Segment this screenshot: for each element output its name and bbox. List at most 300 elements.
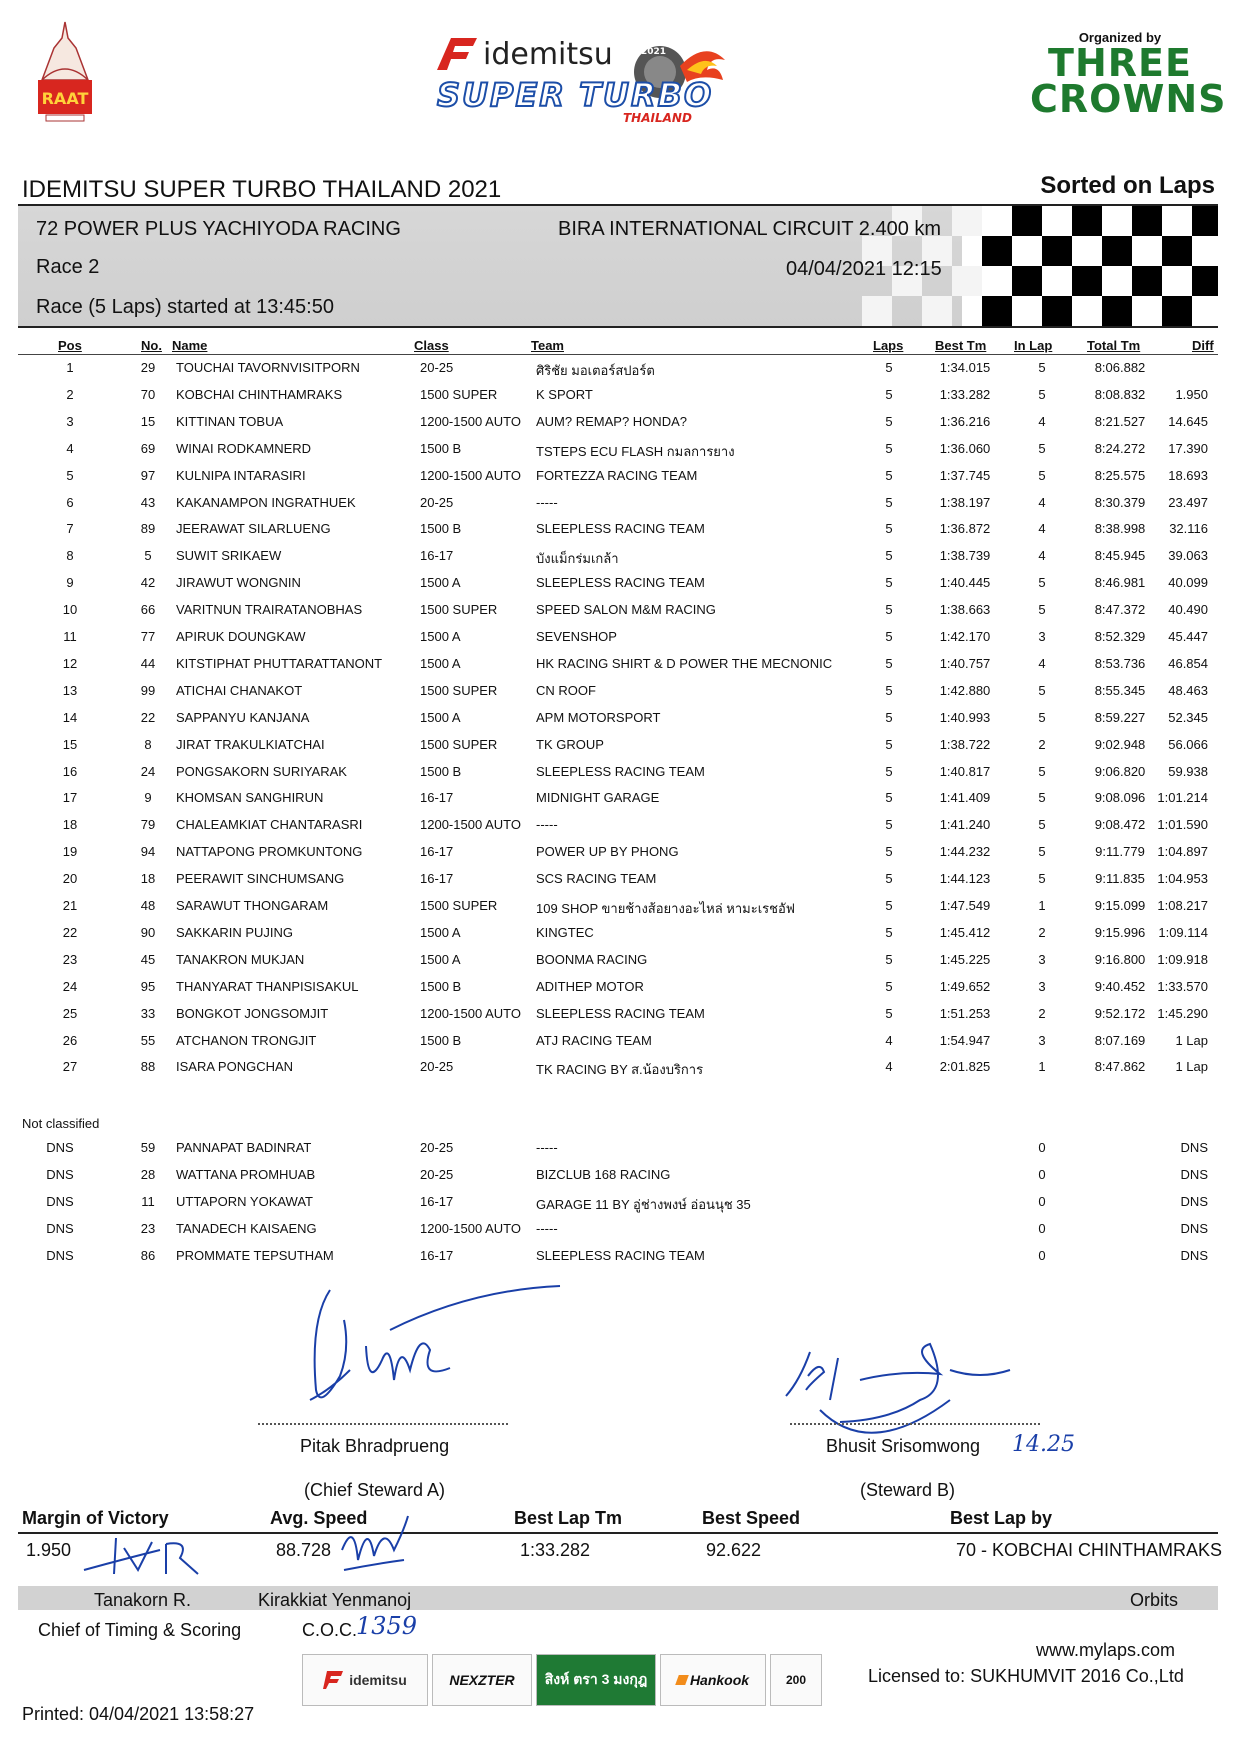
table-row bbox=[0, 737, 1241, 763]
cell-class: 1500 B bbox=[420, 521, 462, 537]
cell-diff: 1:09.114 bbox=[1158, 924, 1208, 940]
avg-speed-value: 88.728 bbox=[276, 1540, 332, 1560]
checker-square bbox=[922, 296, 952, 326]
cell-pos: 5 bbox=[66, 467, 74, 483]
cell-diff: 18.693 bbox=[1168, 467, 1208, 483]
table-row bbox=[0, 1140, 1241, 1166]
cell-best: 1:40.993 bbox=[939, 709, 991, 725]
cell-pos: 23 bbox=[62, 951, 78, 967]
timing-chief-role: Chief of Timing & Scoring bbox=[38, 1620, 242, 1640]
cell-laps: 5 bbox=[885, 655, 893, 671]
cell-class: 20-25 bbox=[420, 1140, 454, 1155]
sponsor-hankook bbox=[660, 1654, 766, 1706]
cell-name: UTTAPORN YOKAWAT bbox=[176, 1193, 313, 1209]
cell-inlap: 0 bbox=[1038, 1193, 1046, 1209]
cell-inlap: 3 bbox=[1038, 951, 1046, 967]
cell-total: 9:06.820 bbox=[1094, 763, 1146, 779]
cell-name: SUWIT SRIKAEW bbox=[176, 548, 282, 564]
checker-square bbox=[1132, 266, 1162, 296]
best-lap-by-value: 70 - KOBCHAI CHINTHAMRAKS bbox=[956, 1540, 1223, 1560]
cell-pos: 2 bbox=[66, 386, 74, 402]
cell-laps: 5 bbox=[885, 790, 893, 806]
col-name: Name bbox=[172, 338, 208, 353]
sponsor-hankook-label: Hankook bbox=[689, 1672, 750, 1688]
cell-diff: DNS bbox=[1180, 1166, 1208, 1182]
cell-class: 1200-1500 AUTO bbox=[420, 817, 521, 833]
cell-laps: 5 bbox=[885, 494, 893, 510]
cell-pos: 24 bbox=[62, 978, 78, 994]
cell-total: 8:08.832 bbox=[1094, 386, 1146, 402]
svg-text:RAAT: RAAT bbox=[41, 89, 89, 108]
cell-team: K SPORT bbox=[536, 386, 593, 402]
sponsor-idemitsu bbox=[302, 1654, 428, 1706]
cell-diff: 52.345 bbox=[1168, 709, 1208, 725]
cell-team: SLEEPLESS RACING TEAM bbox=[536, 1005, 705, 1021]
col-total: Total Tm bbox=[1087, 338, 1141, 353]
brand-country-text: THAILAND bbox=[623, 111, 692, 125]
coc-name: Kirakkiat Yenmanoj bbox=[258, 1590, 412, 1610]
cell-team: APM MOTORSPORT bbox=[536, 709, 661, 725]
steward-b-sign-line bbox=[790, 1423, 1040, 1425]
cell-total: 8:47.862 bbox=[1094, 1059, 1146, 1075]
cell-class: 1200-1500 AUTO bbox=[420, 1005, 521, 1021]
cell-inlap: 2 bbox=[1038, 924, 1046, 940]
cell-name: CHALEAMKIAT CHANTARASRI bbox=[176, 817, 363, 833]
three-crowns-logo bbox=[1030, 30, 1227, 130]
cell-no: 24 bbox=[140, 763, 156, 779]
cell-no: 95 bbox=[140, 978, 156, 994]
officials-bar bbox=[18, 1586, 1218, 1610]
cell-class: 1500 A bbox=[420, 951, 461, 967]
race-datetime: 04/04/2021 12:15 bbox=[786, 258, 942, 280]
cell-name: KITTINAN TOBUA bbox=[176, 413, 284, 429]
cell-total: 9:08.472 bbox=[1094, 817, 1146, 833]
cell-team: 109 SHOP ขายช้างส้อยางอะไหล่ หามะเรชอัฟ bbox=[536, 901, 795, 916]
cell-team: KINGTEC bbox=[536, 924, 594, 940]
cell-class: 1500 A bbox=[420, 709, 461, 725]
checker-square bbox=[1102, 236, 1132, 266]
cell-total: 8:38.998 bbox=[1094, 521, 1146, 537]
license-info: Licensed to: SUKHUMVIT 2016 Co.,Ltd bbox=[868, 1666, 1184, 1686]
steward-b-name: Bhusit Srisomwong bbox=[826, 1436, 981, 1456]
checker-square bbox=[982, 236, 1012, 266]
cell-name: PEERAWIT SINCHUMSANG bbox=[176, 871, 345, 887]
cell-total: 9:52.172 bbox=[1094, 1005, 1146, 1021]
best-speed-value: 92.622 bbox=[706, 1540, 762, 1560]
cell-best: 1:44.123 bbox=[939, 871, 991, 887]
cell-name: WINAI RODKAMNERD bbox=[176, 440, 312, 456]
cell-pos: DNS bbox=[46, 1166, 74, 1182]
col-inlap: In Lap bbox=[1014, 338, 1053, 353]
cell-inlap: 3 bbox=[1038, 978, 1046, 994]
cell-team: SLEEPLESS RACING TEAM bbox=[536, 575, 705, 591]
cell-best: 1:33.282 bbox=[939, 386, 991, 402]
checker-square bbox=[1012, 206, 1042, 236]
cell-total: 8:45.945 bbox=[1094, 548, 1146, 564]
table-row bbox=[0, 817, 1241, 843]
cell-inlap: 4 bbox=[1038, 548, 1046, 564]
cell-class: 20-25 bbox=[420, 1059, 454, 1075]
cell-class: 20-25 bbox=[420, 360, 454, 375]
cell-total: 9:16.800 bbox=[1094, 951, 1146, 967]
cell-best: 2:01.825 bbox=[939, 1059, 991, 1075]
table-row bbox=[0, 952, 1241, 978]
cell-best: 1:42.880 bbox=[939, 682, 991, 698]
cell-best: 1:47.549 bbox=[939, 898, 991, 913]
cell-class: 16-17 bbox=[420, 790, 454, 806]
cell-best: 1:54.947 bbox=[939, 1032, 991, 1048]
cell-total: 9:15.996 bbox=[1094, 924, 1146, 940]
cell-laps: 5 bbox=[885, 898, 893, 913]
cell-inlap: 5 bbox=[1038, 763, 1046, 779]
cell-no: 45 bbox=[140, 951, 156, 967]
checker-square bbox=[1162, 236, 1192, 266]
cell-class: 1500 SUPER bbox=[420, 386, 498, 402]
table-row bbox=[0, 1006, 1241, 1032]
cell-name: KOBCHAI CHINTHAMRAKS bbox=[176, 386, 343, 402]
cell-class: 1200-1500 AUTO bbox=[420, 413, 521, 429]
cell-inlap: 3 bbox=[1038, 629, 1046, 644]
cell-diff: DNS bbox=[1180, 1140, 1208, 1155]
cell-diff: DNS bbox=[1180, 1220, 1208, 1236]
cell-diff: 1:33.570 bbox=[1157, 978, 1208, 994]
cell-best: 1:36.872 bbox=[939, 521, 991, 537]
cell-best: 1:36.060 bbox=[939, 440, 991, 456]
cell-class: 16-17 bbox=[420, 548, 454, 564]
cell-inlap: 5 bbox=[1038, 602, 1046, 618]
table-row bbox=[0, 1194, 1241, 1220]
best-speed-label: Best Speed bbox=[702, 1508, 801, 1528]
cell-best: 1:40.757 bbox=[939, 655, 991, 671]
checker-square bbox=[1132, 206, 1162, 236]
cell-team: CN ROOF bbox=[536, 682, 596, 698]
cell-inlap: 4 bbox=[1038, 413, 1046, 429]
cell-pos: 18 bbox=[62, 817, 78, 833]
cell-no: 97 bbox=[140, 467, 156, 483]
cell-best: 1:45.225 bbox=[939, 951, 991, 967]
table-row bbox=[0, 575, 1241, 601]
cell-laps: 5 bbox=[885, 413, 893, 429]
table-row bbox=[0, 764, 1241, 790]
cell-diff: 1 Lap bbox=[1175, 1032, 1208, 1048]
coc-number: 1359 bbox=[356, 1612, 418, 1640]
cell-class: 1500 A bbox=[420, 575, 461, 591]
cell-no: 8 bbox=[144, 736, 152, 752]
cell-pos: DNS bbox=[46, 1220, 74, 1236]
cell-no: 28 bbox=[140, 1166, 156, 1182]
cell-laps: 5 bbox=[885, 440, 893, 456]
cell-class: 20-25 bbox=[420, 1166, 454, 1182]
cell-name: SAKKARIN PUJING bbox=[176, 924, 294, 940]
cell-name: NATTAPONG PROMKUNTONG bbox=[176, 844, 363, 860]
mylaps-website: www.mylaps.com bbox=[1036, 1640, 1176, 1660]
cell-pos: 16 bbox=[62, 763, 78, 779]
checker-square bbox=[1072, 266, 1102, 296]
cell-team: ----- bbox=[536, 494, 558, 510]
cell-inlap: 2 bbox=[1038, 736, 1046, 752]
cell-diff: 45.447 bbox=[1168, 629, 1208, 644]
timing-chief-signature bbox=[80, 1530, 240, 1580]
cell-name: KHOMSAN SANGHIRUN bbox=[176, 790, 324, 806]
cell-diff: 1.950 bbox=[1175, 386, 1208, 402]
cell-team: MIDNIGHT GARAGE bbox=[536, 790, 660, 806]
checker-square bbox=[1102, 296, 1132, 326]
cell-laps: 5 bbox=[885, 521, 893, 537]
cell-inlap: 1 bbox=[1038, 1059, 1046, 1075]
cell-team: บังแม็กร่มเกล้า bbox=[536, 551, 619, 567]
cell-name: KAKANAMPON INGRATHUEK bbox=[176, 494, 356, 510]
cell-laps: 5 bbox=[885, 548, 893, 564]
cell-class: 16-17 bbox=[420, 1247, 454, 1263]
cell-no: 43 bbox=[140, 494, 156, 510]
cell-diff: 17.390 bbox=[1168, 440, 1208, 456]
cell-total: 8:06.882 bbox=[1094, 360, 1146, 375]
cell-pos: 1 bbox=[66, 360, 74, 375]
brand-event-text: SUPER TURBO bbox=[437, 76, 714, 114]
table-row bbox=[0, 790, 1241, 816]
organizer-label: Organized by bbox=[1078, 30, 1162, 45]
cell-class: 1500 B bbox=[420, 978, 462, 994]
cell-name: SAPPANYU KANJANA bbox=[176, 709, 310, 725]
cell-team: BOONMA RACING bbox=[536, 951, 648, 967]
cell-laps: 5 bbox=[885, 629, 893, 644]
table-row bbox=[0, 629, 1241, 655]
cell-name: PROMMATE TEPSUTHAM bbox=[176, 1247, 334, 1263]
best-lap-by-label: Best Lap by bbox=[950, 1508, 1053, 1528]
cell-diff: 59.938 bbox=[1168, 763, 1208, 779]
page-title: IDEMITSU SUPER TURBO THAILAND 2021 bbox=[22, 176, 502, 203]
cell-team: ----- bbox=[536, 1220, 558, 1236]
cell-class: 16-17 bbox=[420, 1193, 454, 1209]
cell-no: 89 bbox=[140, 521, 156, 537]
cell-total: 9:15.099 bbox=[1094, 898, 1146, 913]
cell-pos: 26 bbox=[62, 1032, 78, 1048]
cell-diff: 40.099 bbox=[1168, 575, 1208, 591]
cell-inlap: 5 bbox=[1038, 817, 1046, 833]
brand-year-text: 2021 bbox=[641, 47, 667, 57]
printed-timestamp: Printed: 04/04/2021 13:58:27 bbox=[22, 1704, 255, 1724]
cell-inlap: 5 bbox=[1038, 871, 1046, 887]
cell-total: 8:52.329 bbox=[1094, 629, 1146, 644]
cell-class: 16-17 bbox=[420, 871, 454, 887]
cell-inlap: 5 bbox=[1038, 709, 1046, 725]
margin-label: Margin of Victory bbox=[22, 1508, 169, 1528]
cell-inlap: 5 bbox=[1038, 360, 1046, 375]
cell-best: 1:36.216 bbox=[939, 413, 991, 429]
checker-square bbox=[1192, 266, 1218, 296]
race-heading: Race 2 bbox=[36, 256, 100, 278]
steward-a-name: Pitak Bhradprueng bbox=[300, 1436, 450, 1456]
table-row bbox=[0, 1059, 1241, 1085]
cell-best: 1:41.409 bbox=[939, 790, 991, 806]
cell-name: ISARA PONGCHAN bbox=[176, 1059, 294, 1075]
cell-pos: 15 bbox=[62, 736, 78, 752]
cell-class: 1500 SUPER bbox=[420, 898, 498, 913]
cell-diff: 46.854 bbox=[1168, 655, 1208, 671]
cell-team: SEVENSHOP bbox=[536, 629, 617, 644]
cell-no: 5 bbox=[144, 548, 152, 564]
cell-no: 11 bbox=[141, 1193, 155, 1209]
cell-inlap: 5 bbox=[1038, 575, 1046, 591]
cell-best: 1:38.197 bbox=[939, 494, 991, 510]
cell-pos: 27 bbox=[62, 1059, 78, 1075]
cell-laps: 5 bbox=[885, 386, 893, 402]
cell-team: TK RACING BY ส.น้องบริการ bbox=[536, 1062, 704, 1078]
idemitsu-flame-icon bbox=[323, 1669, 345, 1691]
cell-laps: 5 bbox=[885, 1005, 893, 1021]
checker-square bbox=[952, 206, 982, 236]
cell-no: 23 bbox=[140, 1220, 156, 1236]
cell-no: 9 bbox=[144, 790, 152, 806]
steward-a-role: (Chief Steward A) bbox=[304, 1480, 446, 1500]
table-row bbox=[0, 521, 1241, 547]
cell-name: JIRAT TRAKULKIATCHAI bbox=[176, 736, 325, 752]
col-class: Class bbox=[414, 338, 449, 353]
cell-pos: 12 bbox=[62, 655, 78, 671]
cell-total: 8:24.272 bbox=[1094, 440, 1146, 456]
brand-name-text: idemitsu bbox=[483, 37, 613, 72]
table-row bbox=[0, 468, 1241, 494]
cell-best: 1:37.745 bbox=[939, 467, 991, 483]
table-row bbox=[0, 360, 1241, 386]
cell-total: 8:55.345 bbox=[1094, 682, 1146, 698]
cell-no: 77 bbox=[140, 629, 156, 644]
cell-total: 9:02.948 bbox=[1094, 736, 1146, 752]
cell-name: JIRAWUT WONGNIN bbox=[176, 575, 301, 591]
cell-pos: 8 bbox=[66, 548, 74, 564]
cell-name: THANYARAT THANPISISAKUL bbox=[176, 978, 359, 994]
cell-no: 22 bbox=[140, 709, 156, 725]
cell-inlap: 4 bbox=[1038, 521, 1046, 537]
header-rule bbox=[18, 354, 1218, 355]
cell-no: 86 bbox=[140, 1247, 156, 1263]
cell-best: 1:38.739 bbox=[939, 548, 991, 564]
cell-no: 48 bbox=[140, 898, 156, 913]
table-row bbox=[0, 871, 1241, 897]
cell-name: PANNAPAT BADINRAT bbox=[176, 1140, 312, 1155]
cell-diff: 56.066 bbox=[1168, 736, 1208, 752]
cell-team: BIZCLUB 168 RACING bbox=[536, 1166, 671, 1182]
cell-team: SPEED SALON M&M RACING bbox=[536, 602, 716, 618]
col-pos: Pos bbox=[58, 338, 82, 353]
cell-total: 9:11.779 bbox=[1095, 844, 1145, 860]
sponsor-idemitsu-label: idemitsu bbox=[349, 1672, 407, 1688]
coc-signature bbox=[334, 1500, 414, 1580]
cell-laps: 4 bbox=[885, 1032, 893, 1048]
cell-pos: 17 bbox=[62, 790, 78, 806]
cell-total: 8:25.575 bbox=[1094, 467, 1146, 483]
cell-pos: 11 bbox=[63, 629, 77, 644]
checker-square bbox=[1042, 236, 1072, 266]
coc-label: C.O.C. bbox=[302, 1620, 358, 1640]
hankook-mark-icon bbox=[675, 1675, 689, 1685]
cell-diff: 1 Lap bbox=[1175, 1059, 1208, 1075]
cell-diff: 1:45.290 bbox=[1157, 1005, 1208, 1021]
checker-square bbox=[1012, 266, 1042, 296]
cell-laps: 5 bbox=[885, 763, 893, 779]
cell-class: 1500 SUPER bbox=[420, 682, 498, 698]
table-row bbox=[0, 898, 1241, 924]
cell-inlap: 5 bbox=[1038, 844, 1046, 860]
cell-team: SLEEPLESS RACING TEAM bbox=[536, 1247, 705, 1263]
checker-square bbox=[1192, 206, 1218, 236]
cell-laps: 5 bbox=[885, 709, 893, 725]
panel-divider bbox=[18, 326, 1218, 328]
cell-diff: 1:04.897 bbox=[1157, 844, 1208, 860]
cell-inlap: 3 bbox=[1038, 1032, 1046, 1048]
cell-inlap: 4 bbox=[1038, 655, 1046, 671]
cell-team: ATJ RACING TEAM bbox=[536, 1032, 652, 1048]
cell-class: 1200-1500 AUTO bbox=[420, 467, 521, 483]
checker-square bbox=[1072, 206, 1102, 236]
cell-diff: DNS bbox=[1180, 1247, 1208, 1263]
table-row bbox=[0, 925, 1241, 951]
cell-team: HK RACING SHIRT & D POWER THE MECNONIC bbox=[536, 655, 833, 671]
cell-inlap: 5 bbox=[1038, 790, 1046, 806]
cell-class: 1500 A bbox=[420, 629, 461, 644]
cell-best: 1:40.445 bbox=[939, 575, 991, 591]
race-start-info: Race (5 Laps) started at 13:45:50 bbox=[36, 296, 334, 318]
cell-no: 44 bbox=[140, 655, 156, 671]
col-laps: Laps bbox=[873, 338, 904, 353]
cell-team: FORTEZZA RACING TEAM bbox=[536, 467, 698, 483]
steward-a-sign-line bbox=[258, 1423, 508, 1425]
sponsor-200: 200 bbox=[770, 1654, 822, 1706]
table-row bbox=[0, 1033, 1241, 1059]
cell-total: 9:08.096 bbox=[1094, 790, 1146, 806]
cell-name: ATCHANON TRONGJIT bbox=[176, 1032, 317, 1048]
cell-inlap: 0 bbox=[1038, 1247, 1046, 1263]
cell-total: 8:53.736 bbox=[1094, 655, 1146, 671]
table-row bbox=[0, 683, 1241, 709]
table-row bbox=[0, 844, 1241, 870]
cell-laps: 5 bbox=[885, 467, 893, 483]
sponsor-three-crowns: สิงห์ ตรา 3 มงกุฎ bbox=[536, 1654, 656, 1706]
timing-chief-name: Tanakorn R. bbox=[94, 1590, 192, 1610]
checker-square bbox=[862, 296, 892, 326]
cell-pos: DNS bbox=[46, 1247, 74, 1263]
cell-no: 42 bbox=[140, 575, 156, 591]
steward-a-signature bbox=[270, 1280, 570, 1420]
cell-team: POWER UP BY PHONG bbox=[536, 844, 679, 860]
cell-laps: 5 bbox=[885, 682, 893, 698]
cell-class: 1500 A bbox=[420, 924, 461, 940]
cell-class: 1500 A bbox=[420, 655, 461, 671]
cell-laps: 5 bbox=[885, 844, 893, 860]
cell-inlap: 5 bbox=[1038, 467, 1046, 483]
cell-diff: 1:09.918 bbox=[1157, 951, 1208, 967]
cell-best: 1:45.412 bbox=[939, 924, 991, 940]
cell-team: SLEEPLESS RACING TEAM bbox=[536, 763, 705, 779]
cell-name: WATTANA PROMHUAB bbox=[176, 1166, 316, 1182]
cell-inlap: 0 bbox=[1038, 1140, 1046, 1155]
cell-best: 1:41.240 bbox=[939, 817, 991, 833]
cell-name: TANADECH KAISAENG bbox=[176, 1220, 317, 1236]
cell-name: VARITNUN TRAIRATANOBHAS bbox=[176, 602, 363, 618]
cell-team: ADITHEP MOTOR bbox=[536, 978, 644, 994]
cell-name: PONGSAKORN SURIYARAK bbox=[176, 763, 347, 779]
cell-class: 1500 SUPER bbox=[420, 602, 498, 618]
cell-laps: 4 bbox=[885, 1059, 893, 1075]
cell-pos: 7 bbox=[66, 521, 74, 537]
cell-diff: 1:04.953 bbox=[1157, 871, 1208, 887]
cell-pos: DNS bbox=[46, 1193, 74, 1209]
cell-laps: 5 bbox=[885, 951, 893, 967]
col-diff: Diff bbox=[1192, 338, 1214, 353]
cell-diff: 48.463 bbox=[1168, 682, 1208, 698]
cell-best: 1:49.652 bbox=[939, 978, 991, 994]
best-lap-label: Best Lap Tm bbox=[514, 1508, 623, 1528]
